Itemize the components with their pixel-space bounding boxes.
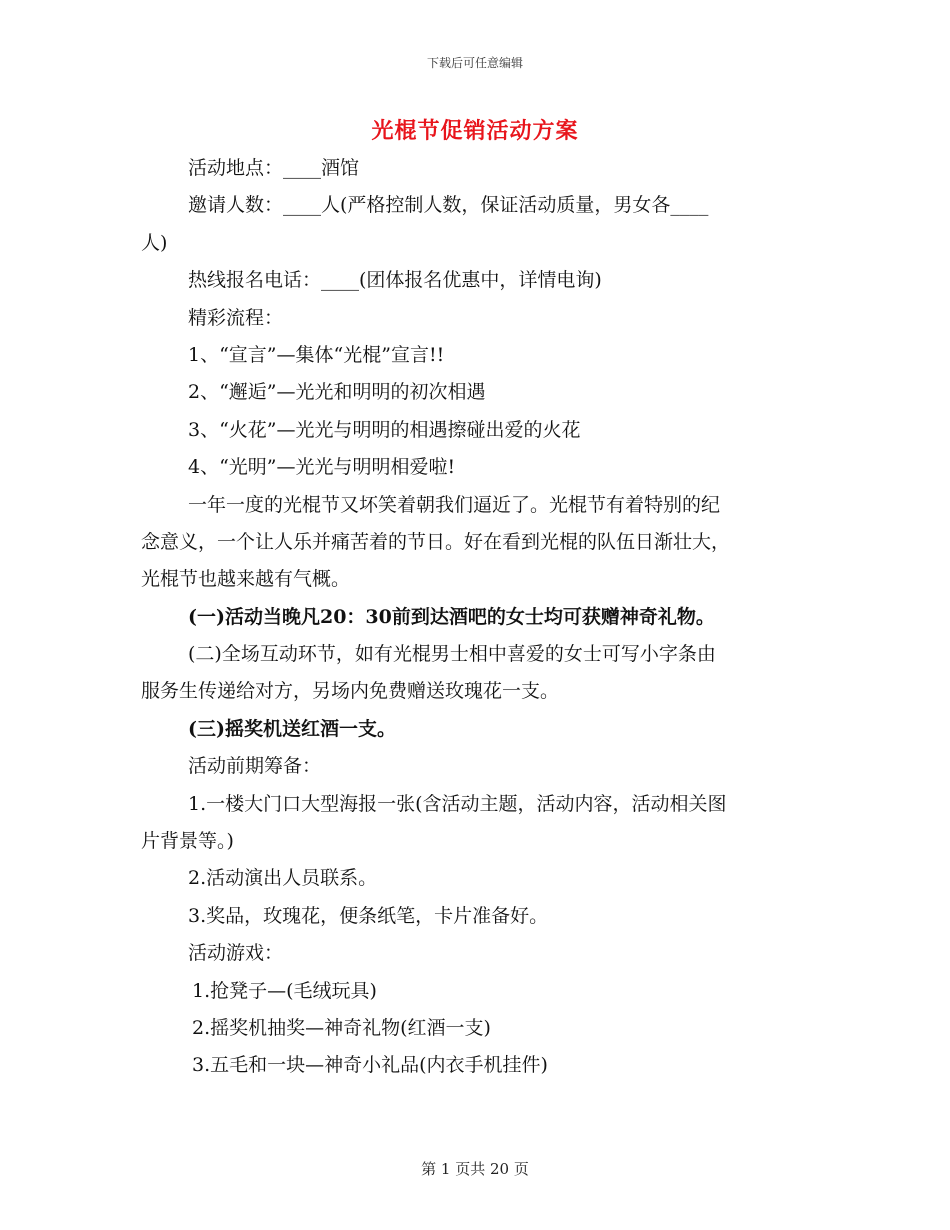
- flow-item-1: 1、“宣言”—集体“光棍”宣言!!: [188, 343, 445, 366]
- hotline-line: 热线报名电话：____(团体报名优惠中，详情电询): [188, 269, 602, 292]
- flow-item-2: 2、“邂逅”—光光和明明的初次相遇: [188, 381, 486, 404]
- prep-item-1-line-1: 1.一楼大门口大型海报一张(含活动主题，活动内容，活动相关图: [188, 792, 727, 815]
- prep-heading: 活动前期筹备：: [188, 755, 322, 778]
- prep-item-2: 2.活动演出人员联系。: [188, 867, 378, 890]
- flow-item-3: 3、“火花”—光光与明明的相遇擦碰出爱的火花: [188, 418, 581, 441]
- activity-item-2-line-1: (二)全场互动环节，如有光棍男士相中喜爱的女士可写小字条由: [188, 643, 716, 666]
- flow-heading: 精彩流程：: [188, 306, 284, 329]
- page-footer: 第 1 页共 20 页: [421, 1160, 529, 1178]
- prep-item-1-line-2: 片背景等。): [141, 830, 234, 853]
- prep-item-3: 3.奖品，玫瑰花，便条纸笔，卡片准备好。: [188, 904, 549, 927]
- game-item-1: 1.抢凳子—(毛绒玩具): [192, 979, 377, 1002]
- games-heading: 活动游戏：: [188, 942, 284, 965]
- header-note: 下载后可任意编辑: [426, 56, 523, 70]
- intro-line-2: 念意义，一个让人乐并痛苦着的节日。好在看到光棍的队伍日渐壮大，: [141, 530, 731, 553]
- activity-item-2-line-2: 服务生传递给对方，另场内免费赠送玫瑰花一支。: [141, 680, 560, 703]
- activity-item-3: (三)摇奖机送红酒一支。: [188, 717, 396, 740]
- invite-line-2: 人): [141, 231, 168, 254]
- intro-line-3: 光棍节也越来越有气概。: [141, 568, 351, 591]
- location-line: 活动地点：____酒馆: [188, 157, 360, 179]
- game-item-2: 2.摇奖机抽奖—神奇礼物(红酒一支): [192, 1016, 491, 1039]
- game-item-3: 3.五毛和一块—神奇小礼品(内衣手机挂件): [192, 1054, 548, 1077]
- document-title: 光棍节促销活动方案: [371, 118, 579, 144]
- intro-line-1: 一年一度的光棍节又坏笑着朝我们逼近了。光棍节有着特别的纪: [188, 493, 721, 516]
- flow-item-4: 4、“光明”—光光与明明相爱啦!: [188, 456, 456, 479]
- document-body: [141, 150, 811, 1085]
- invite-line-1: 邀请人数：____人(严格控制人数，保证活动质量，男女各____: [188, 194, 709, 217]
- activity-item-1: (一)活动当晚凡20：30前到达酒吧的女士均可获赠神奇礼物。: [188, 605, 715, 628]
